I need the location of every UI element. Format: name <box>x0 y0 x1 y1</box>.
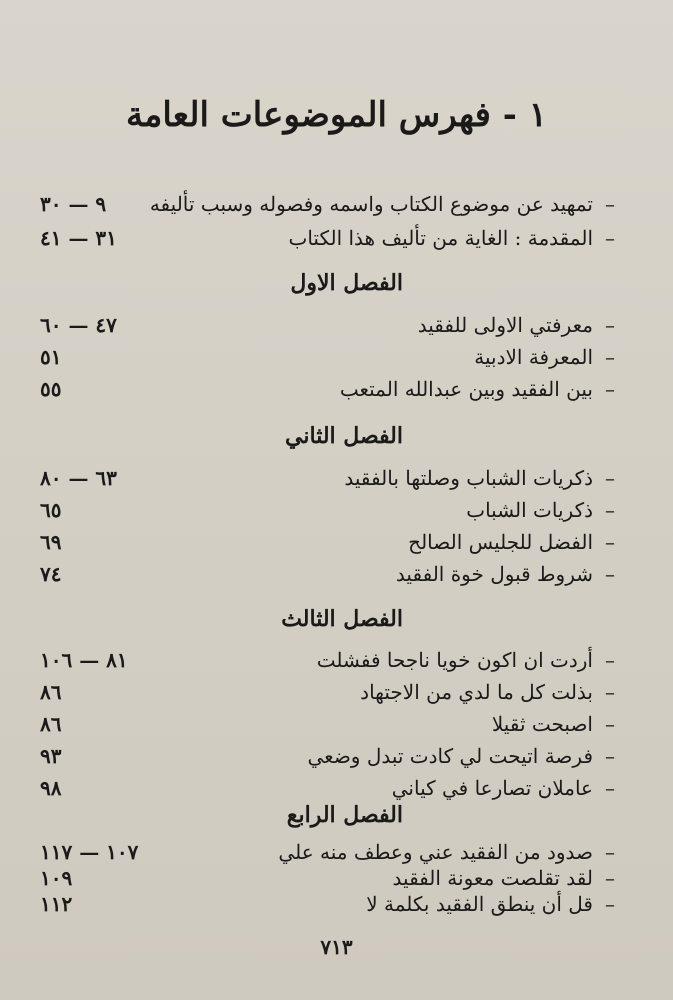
entry-text: –شروط قبول خوة الفقيد <box>395 562 615 586</box>
entry-pages: ٨١ — ١٠٦ <box>40 648 128 672</box>
entry-pages: ٣١ — ٤١ <box>40 226 117 250</box>
entry-pages: ٩٨ <box>40 776 62 800</box>
entry-text: –المعرفة الادبية <box>474 345 615 369</box>
toc-entry <box>0 744 673 778</box>
entry-text: –بين الفقيد وبين عبدالله المتعب <box>339 377 615 401</box>
entry-text: –اصبحت ثقيلا <box>491 712 615 736</box>
entry-pages: ٧٤ <box>40 562 62 586</box>
entry-pages: ٨٦ <box>40 712 62 736</box>
entry-text: –ذكريات الشباب وصلتها بالفقيد <box>344 466 615 490</box>
entry-text: –قل أن ينطق الفقيد بكلمة لا <box>366 892 615 916</box>
entry-pages: ٦٣ — ٨٠ <box>40 466 117 490</box>
toc-entry <box>0 530 673 564</box>
entry-text: –تمهيد عن موضوع الكتاب واسمه وفصوله وسبب تأليفه <box>149 192 615 216</box>
entry-pages: ٩ — ٣٠ <box>40 192 107 216</box>
toc-entry-introduction <box>0 226 673 260</box>
page-title <box>0 95 673 135</box>
toc-entry <box>0 345 673 379</box>
entry-text: –عاملان تصارعا في كياني <box>391 776 615 800</box>
section-heading-3: الفصل الثالث <box>281 606 403 632</box>
section-heading-1: الفصل الاول <box>290 270 403 296</box>
toc-entry <box>0 466 673 500</box>
toc-entry-intro <box>0 192 673 226</box>
toc-entry <box>0 648 673 682</box>
entry-pages: ٤٧ — ٦٠ <box>40 313 117 337</box>
entry-text: –أردت ان اكون خويا ناجحا ففشلت <box>316 648 615 672</box>
entry-text: –لقد تقلصت معونة الفقيد <box>392 866 615 890</box>
entry-pages: ٦٩ <box>40 530 62 554</box>
entry-text: –الفضل للجليس الصالح <box>408 530 615 554</box>
toc-entry <box>0 562 673 596</box>
entry-pages: ١٠٩ <box>40 866 73 890</box>
entry-pages: ٨٦ <box>40 680 62 704</box>
entry-pages: ٥٥ <box>40 377 62 401</box>
entry-text: –المقدمة : الغاية من تأليف هذا الكتاب <box>288 226 615 250</box>
entry-text: –بذلت كل ما لدي من الاجتهاد <box>360 680 615 704</box>
title-number: ١ <box>528 95 548 135</box>
toc-entry <box>0 712 673 746</box>
entry-text: –معرفتي الاولى للفقيد <box>417 313 615 337</box>
toc-entry <box>0 313 673 347</box>
entry-pages: ٦٥ <box>40 498 62 522</box>
entry-pages: ٥١ <box>40 345 62 369</box>
toc-entry <box>0 892 673 926</box>
entry-pages: ١٠٧ — ١١٧ <box>40 840 139 864</box>
toc-entry <box>0 680 673 714</box>
title-dash: - <box>502 95 517 135</box>
entry-pages: ٩٣ <box>40 744 62 768</box>
toc-entry <box>0 377 673 411</box>
toc-entry <box>0 498 673 532</box>
section-heading-4: الفصل الرابع <box>286 802 403 828</box>
page-number: ٧١٣ <box>320 935 353 959</box>
section-heading-2: الفصل الثاني <box>285 423 403 449</box>
title-text: فهرس الموضوعات العامة <box>125 95 491 135</box>
entry-text: –صدود من الفقيد عني وعطف منه علي <box>278 840 615 864</box>
entry-text: –ذكريات الشباب <box>466 498 615 522</box>
entry-pages: ١١٢ <box>40 892 73 916</box>
entry-text: –فرصة اتيحت لي كادت تبدل وضعي <box>307 744 615 768</box>
